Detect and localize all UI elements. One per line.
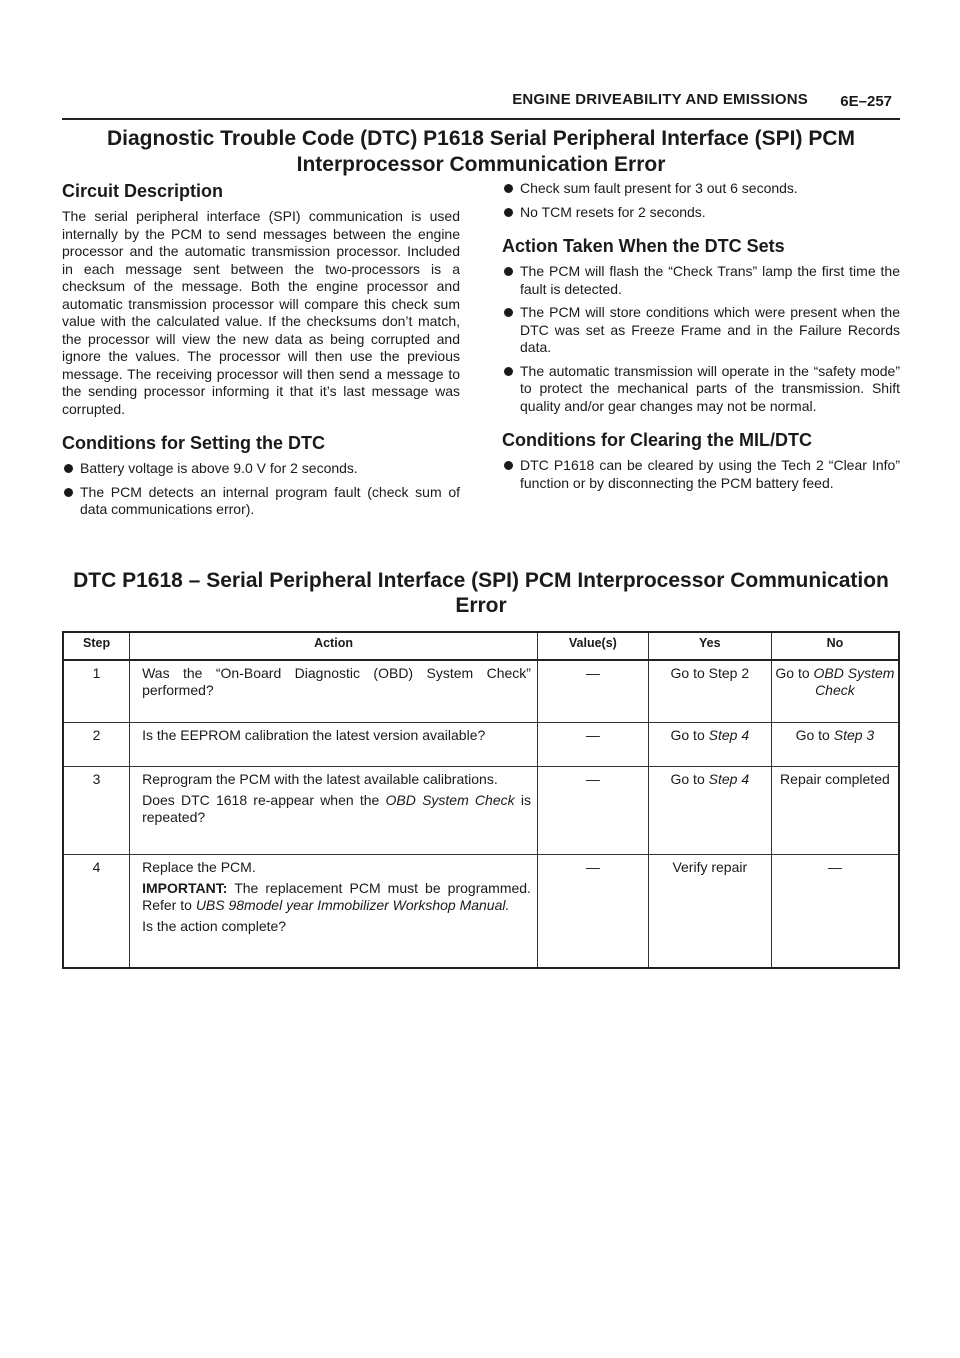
setting-list (62, 460, 460, 519)
list-item: DTC P1618 can be cleared by using the Tech 2 “Clear Info” function or by disconnecting the PCM battery feed. (502, 457, 900, 492)
list-item: No TCM resets for 2 seconds. (502, 204, 900, 222)
step-no: — (771, 854, 899, 968)
col-yes: Yes (648, 632, 771, 660)
bullet-icon (504, 208, 513, 217)
list-item: The PCM detects an internal program fault (check sum of data communications error). (62, 484, 460, 519)
important-label: IMPORTANT: (142, 879, 228, 896)
step-yes: Go to Step 2 (648, 660, 771, 722)
list-item: The PCM will flash the “Check Trans” lamp the first time the fault is detected. (502, 263, 900, 298)
page-title: Diagnostic Trouble Code (DTC) P1618 Serial Peripheral Interface (SPI) PCM Interprocessor Communication Error (106, 127, 856, 176)
step-yes: Go to Step 4 (648, 722, 771, 766)
link-workshop-manual[interactable]: UBS 98model year Immobilizer Workshop Manual. (195, 896, 510, 913)
action-list (502, 263, 900, 415)
setting-heading: Conditions for Setting the DTC (62, 433, 325, 453)
step-no: Repair completed (771, 766, 899, 854)
link-step-4[interactable]: Step 4 (708, 770, 750, 787)
col-values: Value(s) (537, 632, 648, 660)
table-row (63, 660, 899, 722)
step-yes: Go to Step 4 (648, 766, 771, 854)
list-item: Check sum fault present for 3 out 6 seconds. (502, 180, 900, 198)
table-header-row (63, 632, 899, 660)
step-values: — (537, 722, 648, 766)
step-values: — (537, 854, 648, 968)
step-yes: Verify repair (648, 854, 771, 968)
step-action: Was the “On-Board Diagnostic (OBD) System Check” performed? (130, 660, 538, 722)
table-title: DTC P1618 – Serial Peripheral Interface (SPI) PCM Interprocessor Communication Error (73, 569, 889, 617)
table-row (63, 766, 899, 854)
bullet-icon (504, 367, 513, 376)
action-heading: Action Taken When the DTC Sets (502, 236, 785, 256)
bullet-icon (504, 461, 513, 470)
list-item: The PCM will store conditions which were present when the DTC was set as Freeze Frame and in the Failure Records data. (502, 304, 900, 357)
table-row (63, 722, 899, 766)
link-obd-system-check[interactable]: OBD System Check (385, 791, 515, 808)
section-title: ENGINE DRIVEABILITY AND EMISSIONS (512, 91, 808, 108)
step-action: Is the EEPROM calibration the latest version available? (130, 722, 538, 766)
link-step-4[interactable]: Step 4 (708, 726, 750, 743)
step-action: Replace the PCM. IMPORTANT: The replacement PCM must be programmed. Refer to UBS 98model year Immobilizer Workshop Manual. Is the action complete? (130, 854, 538, 968)
list-item: Battery voltage is above 9.0 V for 2 seconds. (62, 460, 460, 478)
left-column (62, 180, 460, 525)
page-number: 6E–257 (840, 93, 892, 110)
link-obd-system-check[interactable]: OBD System Check (813, 665, 895, 698)
step-values: — (537, 766, 648, 854)
step-no: Go to OBD System Check (771, 660, 899, 722)
step-no: Go to Step 3 (771, 722, 899, 766)
setting-list-continued (502, 180, 900, 221)
col-step: Step (63, 632, 130, 660)
right-column (502, 180, 900, 498)
bullet-icon (504, 267, 513, 276)
step-number: 2 (63, 722, 130, 766)
list-item: The automatic transmission will operate in the “safety mode” to protect the mechanical parts of the transmission. Shift quality and/or gear changes may not be normal. (502, 363, 900, 416)
bullet-icon (64, 488, 73, 497)
step-number: 4 (63, 854, 130, 968)
circuit-body: The serial peripheral interface (SPI) communication is used internally by the PCM to send messages between the engine processor and the automatic transmission processor. Included in each message sent between the two-processors is a checksum of the message. Both the engine processor and automatic transmission processor will compare this check sum value with the calculated value. If the checksums don’t match, the processor will view the new data as being corrupted and ignore the values. The processor will then use the previous message. The receiving processor will then send a message to the sending processor informing it that it’s last message was corrupted. (62, 208, 460, 417)
step-action: Reprogram the PCM with the latest available calibrations. Does DTC 1618 re-appear when the OBD System Check is repeated? (130, 766, 538, 854)
step-values: — (537, 660, 648, 722)
diagnostic-table (62, 631, 900, 969)
col-action: Action (130, 632, 538, 660)
clearing-list (502, 457, 900, 492)
bullet-icon (504, 184, 513, 193)
col-no: No (771, 632, 899, 660)
step-number: 3 (63, 766, 130, 854)
bullet-icon (504, 308, 513, 317)
table-row (63, 854, 899, 968)
circuit-heading: Circuit Description (62, 181, 224, 201)
link-step-3[interactable]: Step 3 (833, 726, 875, 743)
bullet-icon (64, 464, 73, 473)
clearing-heading: Conditions for Clearing the MIL/DTC (502, 430, 812, 450)
step-number: 1 (63, 660, 130, 722)
page-header (62, 88, 900, 120)
